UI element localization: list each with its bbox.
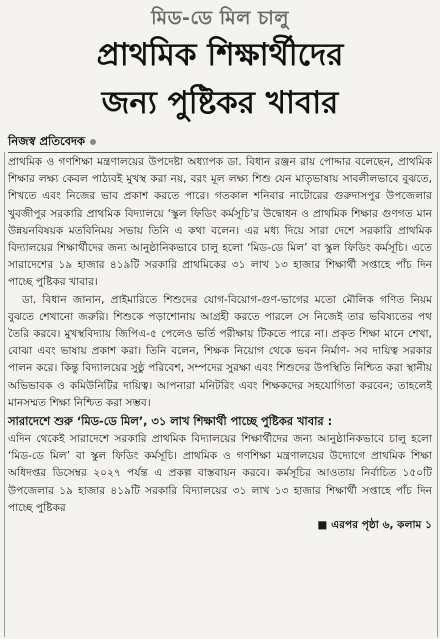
- bullet-icon: [90, 139, 96, 145]
- headline-line-1: প্রাথমিক শিক্ষার্থীদের: [96, 37, 344, 73]
- continuation-row: [8, 517, 432, 534]
- paragraph-1: প্রাথমিক ও গণশিক্ষা মন্ত্রণালয়ের উপদেষ্টা অধ্যাপক ডা. বিধান রঞ্জন রায় পোদ্দার বলেছেন, প্রাথমিক শিক্ষার লক্ষ্য কেবল পাঠ্যবই মুখস্থ করা নয়, বরং মূল লক্ষ্য শিশু যেন মাতৃভাষায় সাবলীলভাবে বুঝতে, শিখতে এবং নিজের ভাব প্রকাশ করতে পারে। গতকাল শনিবার নাটোরের গুরুদাসপুর উপজেলার খুবজীপুর সরকারি প্রাথমিক বিদ্যালয়ে ‘স্কুল ফিডিং কর্মসূচি’র উদ্বোধন ও প্রাথমিক শিক্ষার গুণগত মান উন্নয়নবিষয়ক মতবিনিময় সভায় তিনি এ কথা বলেন। এর মধ্য দিয়ে সারা দেশে সরকারি প্রাথমিক বিদ্যালয়ের শিক্ষার্থীদের জন্য আনুষ্ঠানিকভাবে চালু হলো ‘মিড-ডে মিল’ বা স্কুল ফিডিং কর্মসূচি। এতে সারাদেশের ১৯ হাজার ৪১৯টি সরকারি প্রাথমিকের ৩১ লাখ ১৩ হাজার শিক্ষার্থী সপ্তাহে পাঁচ দিন পাচ্ছে পুষ্টিকর খাবার।: [8, 156, 432, 289]
- last-paragraph-row: [8, 431, 432, 517]
- article-body: [8, 154, 432, 534]
- paragraph-2: ডা. বিধান জানান, প্রাইমারিতে শিশুদের যোগ-বিয়োগ-গুণ-ভাগের মতো মৌলিক গণিত নিয়ম বুঝতে শেখানো জরুরি। শিশুকে পড়াশোনায় আগ্রহী করতে পারলে সে নিজেই তার ভবিষ্যতের পথ তৈরি করবে। মুখস্থবিদ্যায় জিপিএ-৫ পেলেও ভর্তি পরীক্ষায় টিকতে পারে না। প্রকৃত শিক্ষা মানে শেখা, বোঝা এবং ভাষায় প্রকাশ করা। তিনি বলেন, শিক্ষক নিয়োগ থেকে ভবন নির্মাণ- সব দায়িত্ব সরকার পালন করে। কিন্তু বিদ্যালয়ের সুষ্ঠু পরিবেশ, সম্পদের সুরক্ষা এবং শিশুদের উপস্থিতি নিশ্চিত করা স্থানীয় অভিভাবক ও কমিউনিটির দায়িত্ব। আপনারা মনিটরিং এবং শিক্ষকদের সহযোগিতা করবেন; তাহলেই মানসম্মত শিক্ষা নিশ্চিত করা সম্ভব।: [8, 293, 432, 409]
- byline-row: [8, 134, 432, 150]
- kicker: মিড-ডে মিল চালু: [151, 7, 289, 29]
- byline: নিজস্ব প্রতিবেদক: [8, 133, 86, 148]
- paragraph-3: এদিন থেকেই সারাদেশে সরকারি প্রাথমিক বিদ্যালয়ের শিক্ষার্থীদের জন্য আনুষ্ঠানিকভাবে চালু হলো ‘মিড-ডে মিল’ বা স্কুল ফিডিং কর্মসূচি। প্রাথমিক ও গণশিক্ষা মন্ত্রণালয়ের উদ্যোগে প্রাথমিক শিক্ষা অধিদপ্তর ডিসেম্বর ২০২৭ পর্যন্ত এ প্রকল্প বাস্তবায়ন করবে। কর্মসূচির আওতায় নির্বাচিত ১৫০টি উপজেলার ১৯ হাজার ৪১৯টি সরকারি বিদ্যালয়ের ৩১ লাখ ১৩ হাজার শিক্ষার্থী সপ্তাহে পাঁচ দিন পাচ্ছে পুষ্টিকর: [8, 433, 432, 514]
- continuation-link[interactable]: ■ এরপর পৃষ্ঠা ৬, কলাম ১: [317, 519, 432, 532]
- subhead: সারাদেশে শুরু ‘মিড-ডে মিল’, ৩১ লাখ শিক্ষার্থী পাচ্ছে পুষ্টিকর খাবার :: [8, 414, 333, 429]
- headline-line-2: জন্য পুষ্টিকর খাবার: [101, 85, 339, 121]
- divider: [8, 152, 432, 153]
